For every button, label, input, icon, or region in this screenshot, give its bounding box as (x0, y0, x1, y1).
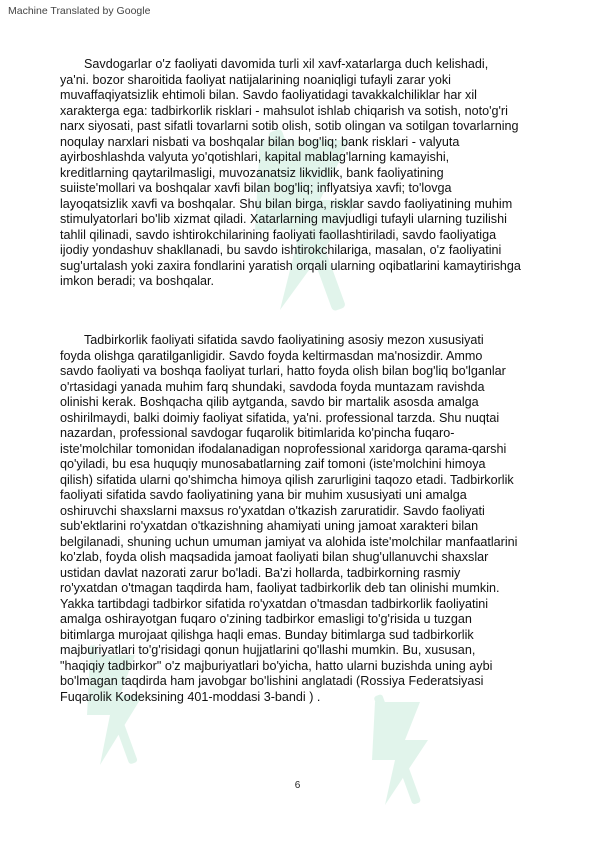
paragraph-line: o'rtasidagi yanada muhim farq shundaki, savdoda foyda muntazam ravishda (60, 379, 485, 394)
paragraph-line: nazardan, professional savdogar fuqarolik bitimlarida ko'pincha fuqaro- (60, 426, 455, 440)
paragraph-line: oshiruvchi shaxslarni maxsus ro'yxatdan o'tkazish zaruratidir. Savdo faoliyati (60, 503, 485, 518)
paragraph-line: foyda olishga qaratilganligidir. Savdo foyda keltirmasdan ma'nosizdir. Ammo (60, 348, 483, 363)
paragraph-line: Tadbirkorlik faoliyati sifatida savdo faoliyatining asosiy mezon xususiyati (84, 333, 484, 347)
paragraph-line: olinishi kerak. Boshqacha qilib aytganda, savdo bir martalik asosda amalga (60, 395, 479, 409)
paragraph-line: qo'yiladi, bu esa huquqiy munosabatlarning zaif tomoni (iste'molchini himoya (60, 457, 486, 471)
paragraph-line: tahlil qilinadi, savdo ishtirokchilarining faoliyati faollashtiriladi, savdo faoliyatiga (60, 227, 497, 242)
machine-translated-label: Machine Translated by Google (8, 5, 151, 17)
paragraph-line: qilish) sifatida ularni qo'shimcha himoya qilish zarurligini taqozo etadi. Tadbirkorlik (60, 472, 514, 487)
paragraph-line: kreditlarning qaytarilmasligi, muvozanatsiz likvidlik, bank faoliyatining (60, 165, 444, 180)
paragraph-line: xarakterga ega: tadbirkorlik risklari - mahsulot ishlab chiqarish va sotish, noto'g'ri (60, 103, 508, 118)
paragraph-line: ko'zlab, foyda olish maqsadida jamoat faoliyati bilan shug'ullanuvchi shaxslar (60, 550, 489, 564)
paragraph-line: Fuqarolik Kodeksining 401-moddasi 3-bandi ) . (60, 689, 321, 704)
paragraph-line: oshirilmaydi, balki doimiy faoliyat sifatida, ya'ni. professional tarzda. Shu nuqtai (60, 410, 500, 425)
paragraph-line: ya'ni. bozor sharoitida faoliyat natijalarining noaniqligi tufayli zarar yoki (60, 72, 451, 87)
paragraph-line: sug'urtalash yoki zaxira fondlarini yaratish orqali ularning oqibatlarini kamaytirishga (60, 258, 521, 273)
paragraph-line: suiiste'mollari va boshqalar xavfi bilan bog'liq; inflyatsiya xavfi; to'lovga (60, 181, 452, 195)
paragraph-line: faoliyati sifatida savdo faoliyatining yana bir muhim xususiyati uni amalga (60, 488, 467, 502)
paragraph-line: narx siyosati, past sifatli tovarlarni sotib olish, sotib olingan va sotilgan tovarlarning (60, 119, 519, 133)
paragraph-1 (60, 57, 560, 290)
paragraph-line: stimulyatorlari bo'lib xizmat qiladi. Xatarlarning mavjudligi tufayli ularning tuzilishi (60, 212, 507, 226)
paragraph-line: belgilanadi, shuning uchun umuman jamiyat va alohida iste'molchilar manfaatlarini (60, 534, 518, 549)
paragraph-line: bitimlarga murojaat qilishga haqli emas. Bunday bitimlarga sud tadbirkorlik (60, 627, 474, 642)
paragraph-2 (60, 333, 560, 705)
paragraph-line: ijodiy yondashuv shakllanadi, bu savdo ishtirokchilariga, masalan, o'z faoliyatini (60, 243, 502, 257)
paragraph-line: majburiyatlari to'g'risidagi qonun hujjatlarini qo'llashi mumkin. Bu, xususan, (60, 643, 476, 657)
paragraph-line: ustidan davlat nazorati zarur bo'ladi. Ba'zi hollarda, tadbirkorning rasmiy (60, 565, 461, 580)
paragraph-line: bo'lmagan taqdirda ham javobgar bo'lishini anglatadi (Rossiya Federatsiyasi (60, 674, 484, 688)
paragraph-line: imkon beradi; va boshqalar. (60, 274, 215, 288)
watermark-bottom-right-icon (360, 690, 440, 810)
paragraph-line: amalga oshirayotgan fuqaro o'zining tadbirkor emasligi to'g'risida u tuzgan (60, 612, 472, 626)
paragraph-line: ayirboshlashda valyuta yo'qotishlari, kapital mablag'larning kamayishi, (60, 150, 450, 164)
paragraph-line: noqulay narxlari nisbati va boshqalar bilan bog'liq; bank risklari - valyuta (60, 134, 460, 149)
paragraph-line: "haqiqiy tadbirkor" o'z majburiyatlari bo'yicha, hatto ularni buzishda uning aybi (60, 658, 493, 673)
paragraph-line: ro'yxatdan o'tmagan taqdirda ham, faoliyat tadbirkorlik deb tan olinishi mumkin. (60, 581, 500, 595)
paragraph-line: Savdogarlar o'z faoliyati davomida turli xil xavf-xatarlarga duch kelishadi, (84, 57, 489, 71)
paragraph-line: layoqatsizlik xavfi va boshqalar. Shu bilan birga, risklar savdo faoliyatining muhim (60, 196, 513, 211)
paragraph-line: iste'molchilar tomonidan ifodalanadigan noprofessional xaridorga qarama-qarshi (60, 441, 507, 456)
paragraph-line: sub'ektlarini ro'yxatdan o'tkazishning ahamiyati uning jamoat xarakteri bilan (60, 519, 479, 533)
page-number: 6 (294, 780, 301, 791)
paragraph-line: savdo faoliyati va boshqa faoliyat turlari, hatto foyda olish bilan bog'liq bo'lganlar (60, 364, 506, 378)
paragraph-line: muvaffaqiyatsizlik ehtimoli bilan. Savdo faoliyatidagi tavakkalchiliklar har xil (60, 88, 477, 102)
paragraph-line: Yakka tartibdagi tadbirkor sifatida ro'yxatdan o'tmasdan tadbirkorlik faoliyatini (60, 596, 489, 611)
